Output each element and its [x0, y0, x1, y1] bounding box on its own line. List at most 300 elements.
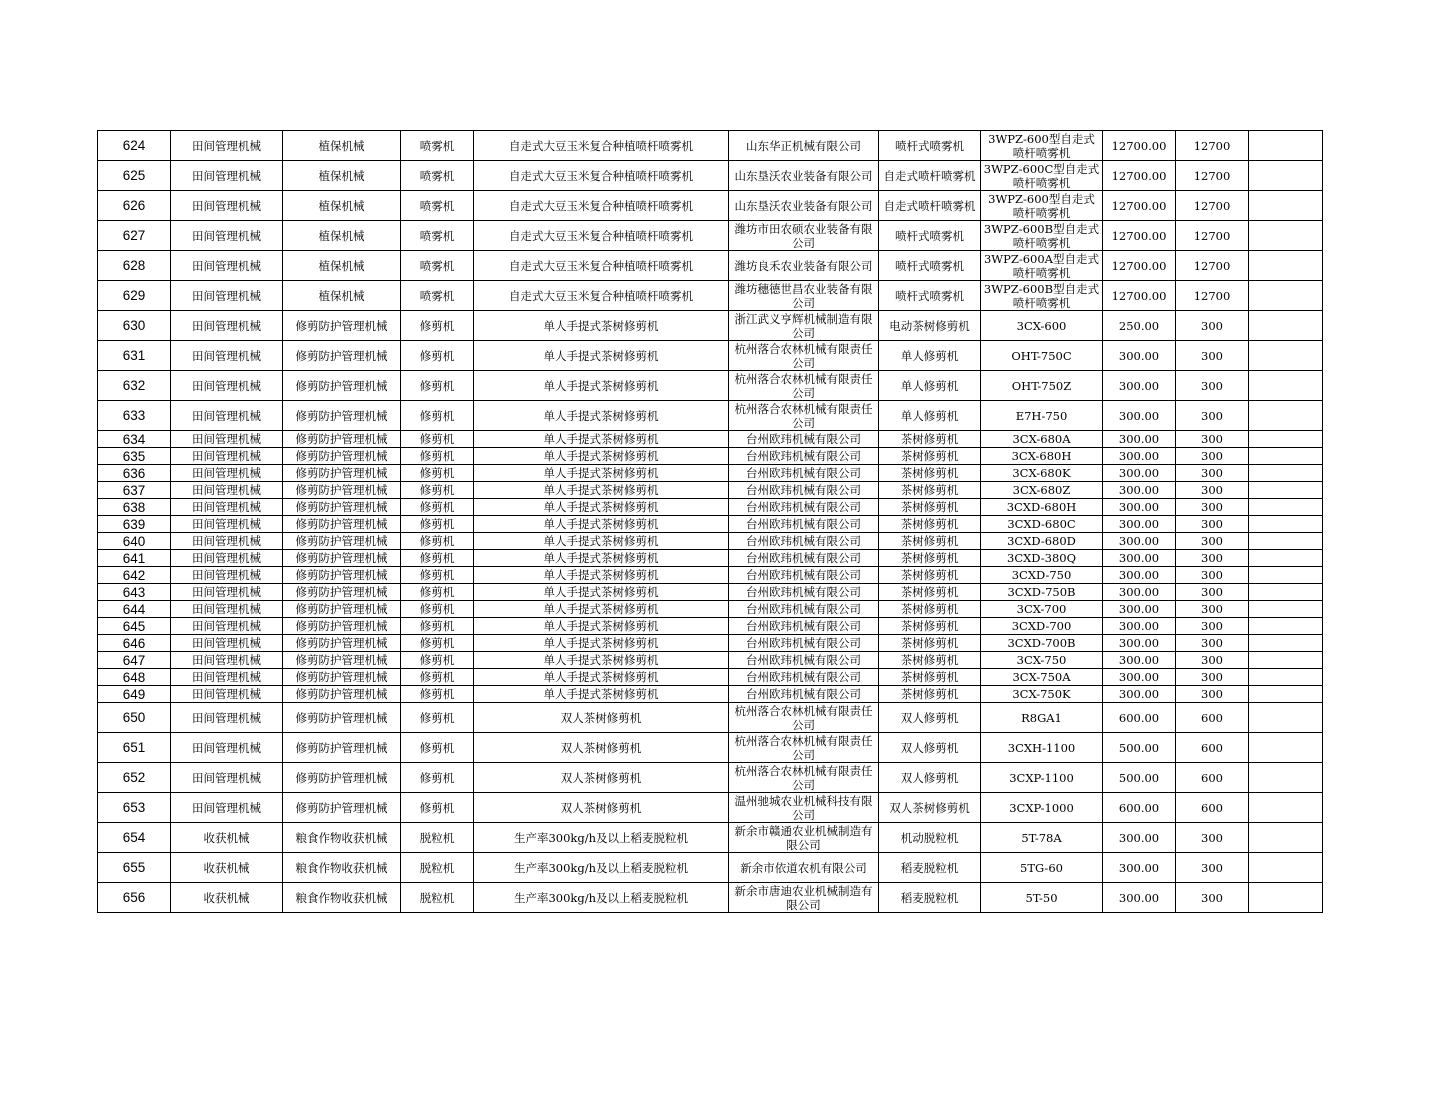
item-cell: 修剪机 [401, 516, 474, 533]
note-cell [1249, 686, 1323, 703]
company-cell: 台州欧玮机械有限公司 [729, 601, 879, 618]
model-cell: 5T-50 [981, 883, 1103, 913]
product-name-cell: 茶树修剪机 [879, 533, 981, 550]
product-name-cell: 双人修剪机 [879, 763, 981, 793]
model-cell: 3CX-700 [981, 601, 1103, 618]
subsidy-cap-cell: 12700 [1176, 161, 1249, 191]
row-number: 633 [98, 401, 171, 431]
subsidy-amount-cell: 12700.00 [1103, 221, 1176, 251]
subsidy-amount-cell: 300.00 [1103, 567, 1176, 584]
item-cell: 修剪机 [401, 652, 474, 669]
note-cell [1249, 853, 1323, 883]
item-cell: 修剪机 [401, 763, 474, 793]
product-name-cell: 喷杆式喷雾机 [879, 251, 981, 281]
product-name-cell: 茶树修剪机 [879, 448, 981, 465]
model-cell: 5TG-60 [981, 853, 1103, 883]
note-cell [1249, 448, 1323, 465]
product-name-cell: 双人茶树修剪机 [879, 793, 981, 823]
category-cell: 田间管理机械 [171, 567, 283, 584]
subsidy-amount-cell: 300.00 [1103, 516, 1176, 533]
model-cell: 3CXD-680D [981, 533, 1103, 550]
subcategory-cell: 修剪防护管理机械 [283, 371, 401, 401]
subcategory-cell: 修剪防护管理机械 [283, 733, 401, 763]
subsidy-cap-cell: 12700 [1176, 131, 1249, 161]
row-number: 634 [98, 431, 171, 448]
item-cell: 修剪机 [401, 533, 474, 550]
product-name-cell: 茶树修剪机 [879, 686, 981, 703]
row-number: 635 [98, 448, 171, 465]
table-row [98, 341, 1323, 371]
category-cell: 田间管理机械 [171, 499, 283, 516]
subsidy-amount-cell: 500.00 [1103, 733, 1176, 763]
row-number: 639 [98, 516, 171, 533]
row-number: 628 [98, 251, 171, 281]
subsidy-cap-cell: 300 [1176, 567, 1249, 584]
company-cell: 新余市赣通农业机械制造有限公司 [729, 823, 879, 853]
table-row [98, 401, 1323, 431]
model-cell: 3CX-750 [981, 652, 1103, 669]
product-name-cell: 茶树修剪机 [879, 601, 981, 618]
subcategory-cell: 修剪防护管理机械 [283, 341, 401, 371]
subcategory-cell: 修剪防护管理机械 [283, 567, 401, 584]
table-row [98, 448, 1323, 465]
table-row [98, 686, 1323, 703]
subcategory-cell: 修剪防护管理机械 [283, 465, 401, 482]
category-cell: 田间管理机械 [171, 448, 283, 465]
subsidy-table [97, 130, 1323, 913]
model-cell: 3CX-750K [981, 686, 1103, 703]
note-cell [1249, 131, 1323, 161]
subcategory-cell: 修剪防护管理机械 [283, 635, 401, 652]
table-row [98, 221, 1323, 251]
model-cell: 3CX-750A [981, 669, 1103, 686]
company-cell: 山东华正机械有限公司 [729, 131, 879, 161]
subsidy-cap-cell: 300 [1176, 853, 1249, 883]
company-cell: 杭州落合农林机械有限责任公司 [729, 401, 879, 431]
company-cell: 杭州落合农林机械有限责任公司 [729, 371, 879, 401]
company-cell: 浙江武义亨辉机械制造有限公司 [729, 311, 879, 341]
note-cell [1249, 221, 1323, 251]
subsidy-cap-cell: 300 [1176, 686, 1249, 703]
category-cell: 田间管理机械 [171, 191, 283, 221]
row-number: 630 [98, 311, 171, 341]
category-cell: 田间管理机械 [171, 669, 283, 686]
item-cell: 喷雾机 [401, 221, 474, 251]
item-cell: 修剪机 [401, 733, 474, 763]
subcategory-cell: 修剪防护管理机械 [283, 499, 401, 516]
item-cell: 修剪机 [401, 635, 474, 652]
product-name-cell: 茶树修剪机 [879, 516, 981, 533]
item-cell: 修剪机 [401, 431, 474, 448]
company-cell: 杭州落合农林机械有限责任公司 [729, 341, 879, 371]
subsidy-amount-cell: 500.00 [1103, 763, 1176, 793]
subsidy-cap-cell: 600 [1176, 793, 1249, 823]
model-cell: 3CXD-750B [981, 584, 1103, 601]
subsidy-amount-cell: 300.00 [1103, 431, 1176, 448]
note-cell [1249, 371, 1323, 401]
note-cell [1249, 883, 1323, 913]
item-cell: 修剪机 [401, 482, 474, 499]
subsidy-amount-cell: 300.00 [1103, 448, 1176, 465]
table-row [98, 311, 1323, 341]
subsidy-amount-cell: 250.00 [1103, 311, 1176, 341]
model-cell: 3WPZ-600型自走式喷杆喷雾机 [981, 131, 1103, 161]
model-cell: 3CXH-1100 [981, 733, 1103, 763]
category-cell: 田间管理机械 [171, 401, 283, 431]
item-cell: 修剪机 [401, 401, 474, 431]
product-name-cell: 茶树修剪机 [879, 618, 981, 635]
product-name-cell: 稻麦脱粒机 [879, 853, 981, 883]
subcategory-cell: 修剪防护管理机械 [283, 793, 401, 823]
subsidy-cap-cell: 300 [1176, 499, 1249, 516]
subsidy-cap-cell: 300 [1176, 465, 1249, 482]
note-cell [1249, 567, 1323, 584]
grade-cell: 单人手提式茶树修剪机 [474, 601, 729, 618]
subsidy-amount-cell: 300.00 [1103, 652, 1176, 669]
subcategory-cell: 植保机械 [283, 191, 401, 221]
product-name-cell: 自走式喷杆喷雾机 [879, 161, 981, 191]
grade-cell: 生产率300kg/h及以上稻麦脱粒机 [474, 883, 729, 913]
row-number: 636 [98, 465, 171, 482]
subsidy-cap-cell: 300 [1176, 448, 1249, 465]
table-row [98, 823, 1323, 853]
row-number: 624 [98, 131, 171, 161]
note-cell [1249, 669, 1323, 686]
note-cell [1249, 703, 1323, 733]
category-cell: 田间管理机械 [171, 311, 283, 341]
grade-cell: 单人手提式茶树修剪机 [474, 371, 729, 401]
subsidy-amount-cell: 12700.00 [1103, 191, 1176, 221]
model-cell: 3CXD-750 [981, 567, 1103, 584]
model-cell: 3WPZ-600C型自走式喷杆喷雾机 [981, 161, 1103, 191]
row-number: 638 [98, 499, 171, 516]
table-row [98, 131, 1323, 161]
row-number: 641 [98, 550, 171, 567]
company-cell: 山东垦沃农业装备有限公司 [729, 191, 879, 221]
category-cell: 田间管理机械 [171, 221, 283, 251]
note-cell [1249, 431, 1323, 448]
note-cell [1249, 311, 1323, 341]
subcategory-cell: 修剪防护管理机械 [283, 516, 401, 533]
subsidy-cap-cell: 300 [1176, 652, 1249, 669]
item-cell: 修剪机 [401, 448, 474, 465]
row-number: 640 [98, 533, 171, 550]
company-cell: 台州欧玮机械有限公司 [729, 669, 879, 686]
grade-cell: 自走式大豆玉米复合种植喷杆喷雾机 [474, 131, 729, 161]
table-row [98, 635, 1323, 652]
model-cell: R8GA1 [981, 703, 1103, 733]
product-name-cell: 电动茶树修剪机 [879, 311, 981, 341]
grade-cell: 单人手提式茶树修剪机 [474, 669, 729, 686]
subcategory-cell: 粮食作物收获机械 [283, 853, 401, 883]
table-row [98, 601, 1323, 618]
subcategory-cell: 修剪防护管理机械 [283, 533, 401, 550]
subsidy-amount-cell: 12700.00 [1103, 161, 1176, 191]
table-row [98, 499, 1323, 516]
grade-cell: 双人茶树修剪机 [474, 763, 729, 793]
subsidy-amount-cell: 12700.00 [1103, 251, 1176, 281]
model-cell: 3CXD-380Q [981, 550, 1103, 567]
subsidy-cap-cell: 300 [1176, 371, 1249, 401]
company-cell: 台州欧玮机械有限公司 [729, 635, 879, 652]
category-cell: 田间管理机械 [171, 516, 283, 533]
subcategory-cell: 修剪防护管理机械 [283, 584, 401, 601]
company-cell: 台州欧玮机械有限公司 [729, 686, 879, 703]
category-cell: 田间管理机械 [171, 601, 283, 618]
grade-cell: 自走式大豆玉米复合种植喷杆喷雾机 [474, 191, 729, 221]
table-row [98, 251, 1323, 281]
subsidy-amount-cell: 300.00 [1103, 401, 1176, 431]
table-row [98, 281, 1323, 311]
item-cell: 修剪机 [401, 465, 474, 482]
grade-cell: 单人手提式茶树修剪机 [474, 618, 729, 635]
company-cell: 台州欧玮机械有限公司 [729, 431, 879, 448]
item-cell: 修剪机 [401, 584, 474, 601]
subcategory-cell: 植保机械 [283, 251, 401, 281]
category-cell: 田间管理机械 [171, 703, 283, 733]
row-number: 649 [98, 686, 171, 703]
company-cell: 台州欧玮机械有限公司 [729, 482, 879, 499]
model-cell: 3CXD-700B [981, 635, 1103, 652]
product-name-cell: 茶树修剪机 [879, 652, 981, 669]
subcategory-cell: 粮食作物收获机械 [283, 823, 401, 853]
subsidy-amount-cell: 300.00 [1103, 823, 1176, 853]
company-cell: 新余市唐迪农业机械制造有限公司 [729, 883, 879, 913]
subcategory-cell: 修剪防护管理机械 [283, 431, 401, 448]
category-cell: 田间管理机械 [171, 733, 283, 763]
note-cell [1249, 618, 1323, 635]
item-cell: 修剪机 [401, 793, 474, 823]
row-number: 653 [98, 793, 171, 823]
subcategory-cell: 植保机械 [283, 131, 401, 161]
table-row [98, 584, 1323, 601]
item-cell: 修剪机 [401, 686, 474, 703]
note-cell [1249, 516, 1323, 533]
subsidy-cap-cell: 300 [1176, 311, 1249, 341]
model-cell: 3CX-600 [981, 311, 1103, 341]
table-row [98, 793, 1323, 823]
company-cell: 潍坊良禾农业装备有限公司 [729, 251, 879, 281]
grade-cell: 生产率300kg/h及以上稻麦脱粒机 [474, 823, 729, 853]
product-name-cell: 茶树修剪机 [879, 584, 981, 601]
row-number: 625 [98, 161, 171, 191]
note-cell [1249, 465, 1323, 482]
category-cell: 收获机械 [171, 823, 283, 853]
subsidy-amount-cell: 300.00 [1103, 533, 1176, 550]
product-name-cell: 双人修剪机 [879, 733, 981, 763]
subsidy-cap-cell: 12700 [1176, 191, 1249, 221]
grade-cell: 单人手提式茶树修剪机 [474, 482, 729, 499]
product-name-cell: 单人修剪机 [879, 341, 981, 371]
subcategory-cell: 植保机械 [283, 281, 401, 311]
grade-cell: 单人手提式茶树修剪机 [474, 465, 729, 482]
subsidy-amount-cell: 300.00 [1103, 482, 1176, 499]
product-name-cell: 双人修剪机 [879, 703, 981, 733]
subcategory-cell: 修剪防护管理机械 [283, 601, 401, 618]
subcategory-cell: 修剪防护管理机械 [283, 618, 401, 635]
item-cell: 修剪机 [401, 669, 474, 686]
company-cell: 台州欧玮机械有限公司 [729, 533, 879, 550]
subsidy-amount-cell: 300.00 [1103, 883, 1176, 913]
item-cell: 修剪机 [401, 601, 474, 618]
subcategory-cell: 修剪防护管理机械 [283, 311, 401, 341]
subcategory-cell: 修剪防护管理机械 [283, 550, 401, 567]
subsidy-amount-cell: 300.00 [1103, 584, 1176, 601]
category-cell: 田间管理机械 [171, 635, 283, 652]
category-cell: 收获机械 [171, 883, 283, 913]
category-cell: 田间管理机械 [171, 371, 283, 401]
subsidy-cap-cell: 300 [1176, 550, 1249, 567]
grade-cell: 单人手提式茶树修剪机 [474, 499, 729, 516]
note-cell [1249, 823, 1323, 853]
note-cell [1249, 191, 1323, 221]
row-number: 627 [98, 221, 171, 251]
grade-cell: 双人茶树修剪机 [474, 793, 729, 823]
category-cell: 田间管理机械 [171, 550, 283, 567]
subsidy-amount-cell: 300.00 [1103, 499, 1176, 516]
company-cell: 温州驰城农业机械科技有限公司 [729, 793, 879, 823]
company-cell: 台州欧玮机械有限公司 [729, 516, 879, 533]
subcategory-cell: 修剪防护管理机械 [283, 703, 401, 733]
subcategory-cell: 修剪防护管理机械 [283, 669, 401, 686]
note-cell [1249, 161, 1323, 191]
row-number: 631 [98, 341, 171, 371]
item-cell: 脱粒机 [401, 853, 474, 883]
grade-cell: 自走式大豆玉米复合种植喷杆喷雾机 [474, 251, 729, 281]
table-row [98, 550, 1323, 567]
note-cell [1249, 533, 1323, 550]
grade-cell: 单人手提式茶树修剪机 [474, 550, 729, 567]
category-cell: 田间管理机械 [171, 161, 283, 191]
note-cell [1249, 635, 1323, 652]
row-number: 648 [98, 669, 171, 686]
item-cell: 修剪机 [401, 550, 474, 567]
product-name-cell: 喷杆式喷雾机 [879, 131, 981, 161]
grade-cell: 单人手提式茶树修剪机 [474, 533, 729, 550]
subsidy-amount-cell: 300.00 [1103, 371, 1176, 401]
subsidy-amount-cell: 600.00 [1103, 703, 1176, 733]
grade-cell: 单人手提式茶树修剪机 [474, 686, 729, 703]
note-cell [1249, 763, 1323, 793]
company-cell: 台州欧玮机械有限公司 [729, 652, 879, 669]
category-cell: 田间管理机械 [171, 281, 283, 311]
product-name-cell: 茶树修剪机 [879, 635, 981, 652]
item-cell: 脱粒机 [401, 823, 474, 853]
note-cell [1249, 601, 1323, 618]
item-cell: 喷雾机 [401, 131, 474, 161]
row-number: 632 [98, 371, 171, 401]
product-name-cell: 茶树修剪机 [879, 567, 981, 584]
grade-cell: 单人手提式茶树修剪机 [474, 516, 729, 533]
item-cell: 修剪机 [401, 311, 474, 341]
table-row [98, 161, 1323, 191]
category-cell: 田间管理机械 [171, 482, 283, 499]
item-cell: 喷雾机 [401, 281, 474, 311]
category-cell: 田间管理机械 [171, 341, 283, 371]
item-cell: 修剪机 [401, 499, 474, 516]
note-cell [1249, 499, 1323, 516]
subsidy-cap-cell: 300 [1176, 533, 1249, 550]
subsidy-amount-cell: 300.00 [1103, 465, 1176, 482]
product-name-cell: 单人修剪机 [879, 371, 981, 401]
subsidy-amount-cell: 300.00 [1103, 853, 1176, 883]
model-cell: 3CXD-680H [981, 499, 1103, 516]
item-cell: 脱粒机 [401, 883, 474, 913]
category-cell: 田间管理机械 [171, 131, 283, 161]
subsidy-cap-cell: 300 [1176, 823, 1249, 853]
category-cell: 田间管理机械 [171, 533, 283, 550]
company-cell: 杭州落合农林机械有限责任公司 [729, 703, 879, 733]
company-cell: 台州欧玮机械有限公司 [729, 618, 879, 635]
model-cell: OHT-750Z [981, 371, 1103, 401]
subsidy-amount-cell: 12700.00 [1103, 131, 1176, 161]
subsidy-cap-cell: 600 [1176, 703, 1249, 733]
model-cell: 3CXD-700 [981, 618, 1103, 635]
category-cell: 田间管理机械 [171, 584, 283, 601]
product-name-cell: 单人修剪机 [879, 401, 981, 431]
row-number: 655 [98, 853, 171, 883]
row-number: 654 [98, 823, 171, 853]
subcategory-cell: 修剪防护管理机械 [283, 763, 401, 793]
model-cell: 3CX-680Z [981, 482, 1103, 499]
model-cell: 3CXD-680C [981, 516, 1103, 533]
grade-cell: 单人手提式茶树修剪机 [474, 567, 729, 584]
note-cell [1249, 251, 1323, 281]
category-cell: 田间管理机械 [171, 793, 283, 823]
item-cell: 修剪机 [401, 567, 474, 584]
note-cell [1249, 401, 1323, 431]
item-cell: 修剪机 [401, 703, 474, 733]
model-cell: 3WPZ-600B型自走式喷杆喷雾机 [981, 281, 1103, 311]
subsidy-cap-cell: 300 [1176, 635, 1249, 652]
company-cell: 新余市依道农机有限公司 [729, 853, 879, 883]
subsidy-amount-cell: 300.00 [1103, 618, 1176, 635]
model-cell: 3CX-680H [981, 448, 1103, 465]
item-cell: 喷雾机 [401, 161, 474, 191]
subcategory-cell: 植保机械 [283, 221, 401, 251]
company-cell: 潍坊穗德世昌农业装备有限公司 [729, 281, 879, 311]
row-number: 652 [98, 763, 171, 793]
product-name-cell: 茶树修剪机 [879, 482, 981, 499]
product-name-cell: 茶树修剪机 [879, 465, 981, 482]
grade-cell: 单人手提式茶树修剪机 [474, 311, 729, 341]
table-row [98, 431, 1323, 448]
grade-cell: 单人手提式茶树修剪机 [474, 448, 729, 465]
company-cell: 潍坊市田农硕农业装备有限公司 [729, 221, 879, 251]
subsidy-amount-cell: 600.00 [1103, 793, 1176, 823]
category-cell: 田间管理机械 [171, 652, 283, 669]
row-number: 637 [98, 482, 171, 499]
row-number: 629 [98, 281, 171, 311]
subsidy-cap-cell: 12700 [1176, 281, 1249, 311]
grade-cell: 自走式大豆玉米复合种植喷杆喷雾机 [474, 161, 729, 191]
note-cell [1249, 550, 1323, 567]
category-cell: 田间管理机械 [171, 763, 283, 793]
table-row [98, 533, 1323, 550]
company-cell: 台州欧玮机械有限公司 [729, 584, 879, 601]
subsidy-cap-cell: 300 [1176, 401, 1249, 431]
model-cell: 3CX-680K [981, 465, 1103, 482]
table-row [98, 567, 1323, 584]
subsidy-cap-cell: 300 [1176, 431, 1249, 448]
subcategory-cell: 修剪防护管理机械 [283, 482, 401, 499]
subsidy-cap-cell: 300 [1176, 618, 1249, 635]
subsidy-cap-cell: 12700 [1176, 251, 1249, 281]
category-cell: 田间管理机械 [171, 618, 283, 635]
table-body [98, 131, 1323, 913]
subcategory-cell: 粮食作物收获机械 [283, 883, 401, 913]
subsidy-cap-cell: 300 [1176, 516, 1249, 533]
